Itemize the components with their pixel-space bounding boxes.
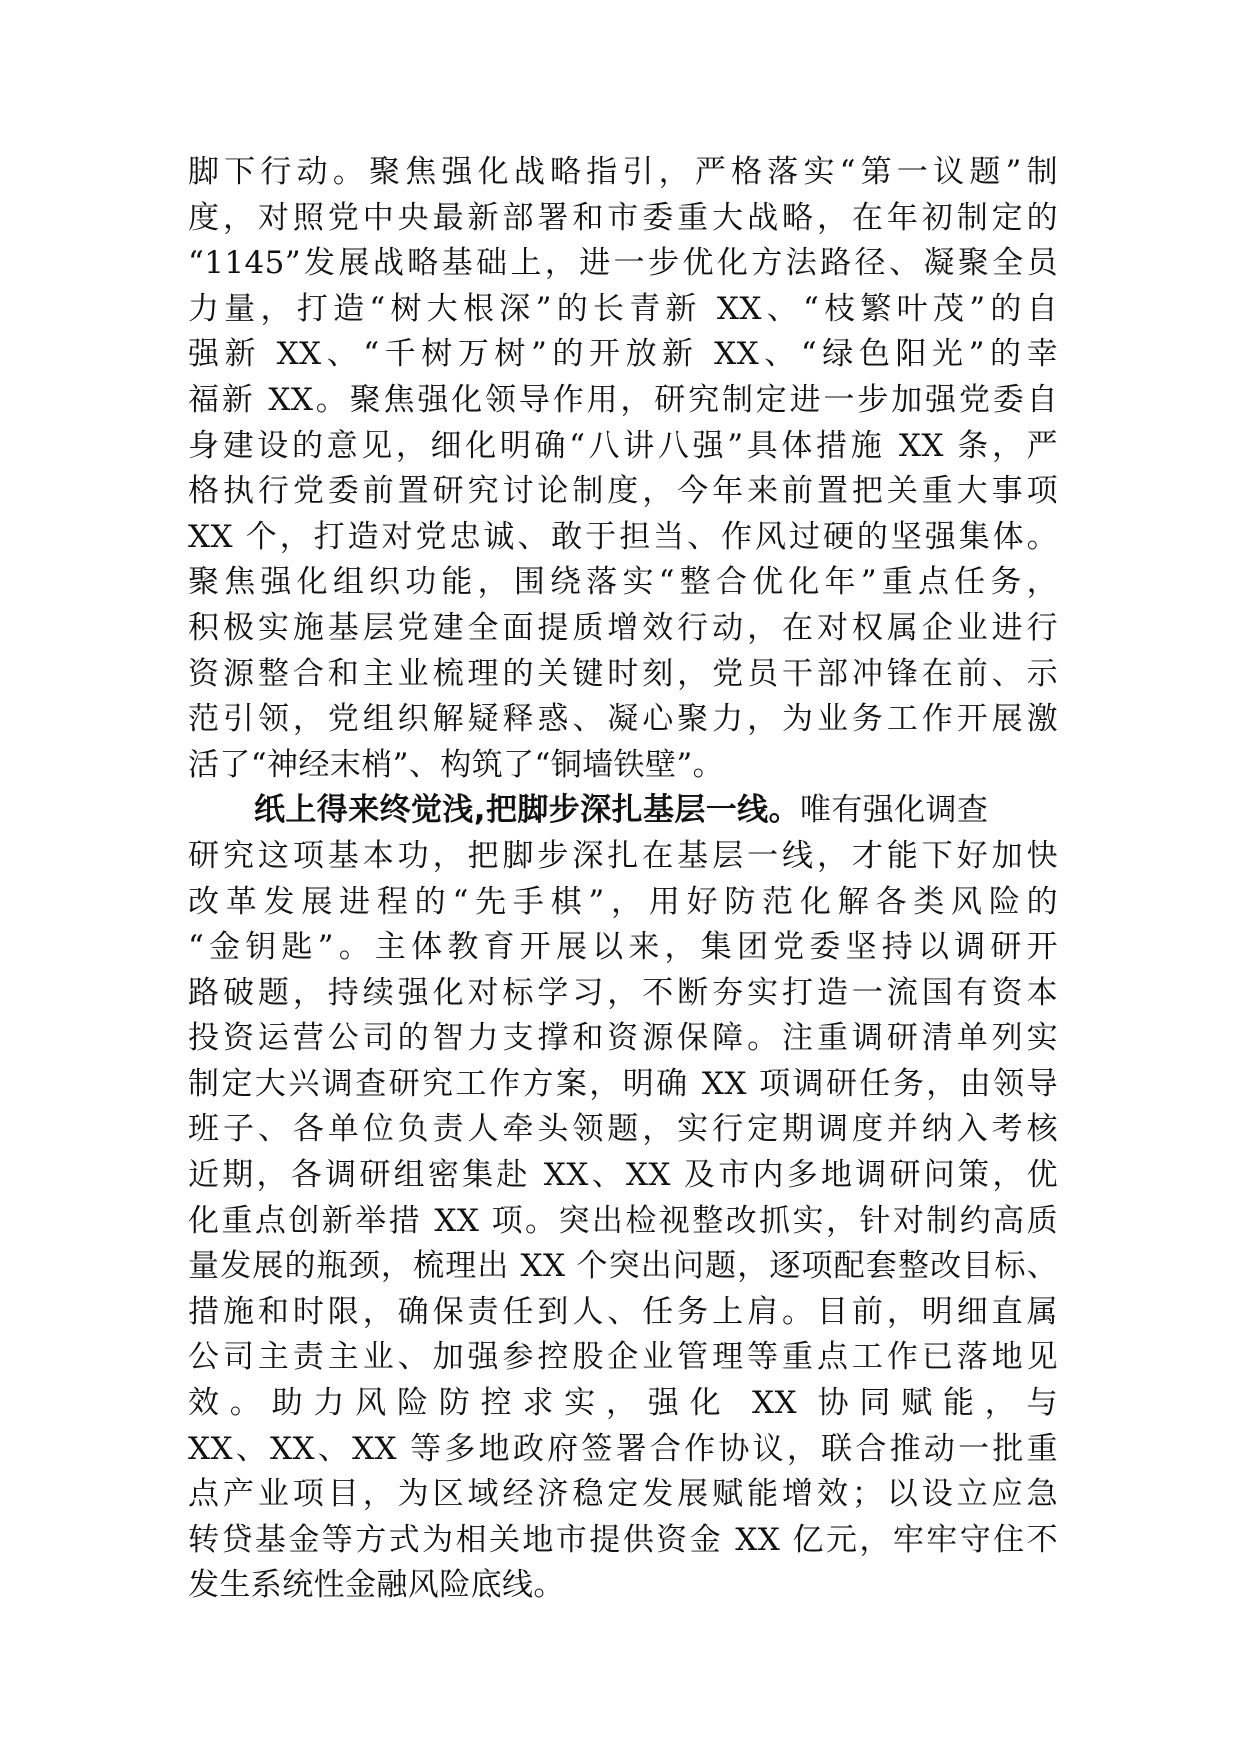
paragraph-1: [188, 150, 1058, 788]
text-line: 化重点创新举措 XX 项。突出检视整改抓实，针对制约高质: [188, 1202, 1058, 1239]
text-line: 强新 XX、“千树万树”的开放新 XX、“绿色阳光”的幸: [188, 336, 1058, 373]
text-line: 公司主责主业、加强参控股企业管理等重点工作已落地见: [188, 1339, 1058, 1376]
text-line: 改革发展进程的“先手棋”，用好防范化解各类风险的: [188, 883, 1058, 920]
text-line: 积极实施基层党建全面提质增效行动，在对权属企业进行: [188, 609, 1058, 646]
text-line: 身建设的意见，细化明确“八讲八强”具体措施 XX 条，严: [188, 427, 1058, 464]
text-line: 措施和时限，确保责任到人、任务上肩。目前，明细直属: [188, 1293, 1058, 1330]
text-line: 研究这项基本功，把脚步深扎在基层一线，才能下好加快: [188, 837, 1058, 874]
paragraph-2: [188, 788, 1058, 1609]
text-line: 转贷基金等方式为相关地市提供资金 XX 亿元，牢牢守住不: [188, 1521, 1058, 1558]
text-line: 脚下行动。聚焦强化战略指引，严格落实“第一议题”制: [188, 154, 1058, 190]
text-line: 福新 XX。聚焦强化领导作用，研究制定进一步加强党委自: [188, 381, 1058, 418]
text-fragment: 唯有强化调查: [799, 792, 989, 829]
text-line: XX、XX、XX 等多地政府签署合作协议，联合推动一批重: [188, 1430, 1058, 1467]
text-line: XX 个，打造对党忠诚、敢于担当、作风过硬的坚强集体。: [188, 518, 1058, 555]
text-line: 力量，打造“树大根深”的长青新 XX、“枝繁叶茂”的自: [188, 290, 1058, 327]
text-line: 聚焦强化组织功能，围绕落实“整合优化年”重点任务，: [188, 564, 1058, 601]
text-line: 资源整合和主业梳理的关键时刻，党员干部冲锋在前、示: [188, 655, 1058, 692]
text-line: 近期，各调研组密集赴 XX、XX 及市内多地调研问策，优: [188, 1157, 1058, 1194]
text-line: 路破题，持续强化对标学习，不断夯实打造一流国有资本: [188, 974, 1058, 1011]
text-line: 效。助力风险防控求实，强化 XX 协同赋能，与: [188, 1385, 1058, 1422]
paragraph-2-first-line: [188, 788, 1058, 834]
text-line: 点产业项目，为区域经济稳定发展赋能增效；以设立应急: [188, 1476, 1058, 1513]
text-line: 班子、各单位负责人牵头领题，实行定期调度并纳入考核: [188, 1111, 1058, 1148]
paragraph-lead-heading: 纸上得来终觉浅,把脚步深扎基层一线。: [254, 792, 800, 829]
text-line: 投资运营公司的智力支撑和资源保障。注重调研清单列实: [188, 1020, 1058, 1057]
document-body: [188, 150, 1058, 1609]
text-line: 制定大兴调查研究工作方案，明确 XX 项调研任务，由领导: [188, 1065, 1058, 1102]
text-line: 量发展的瓶颈，梳理出 XX 个突出问题，逐项配套整改目标、: [188, 1248, 1058, 1285]
text-line: 范引领，党组织解疑释惑、凝心聚力，为业务工作开展激: [188, 701, 1058, 738]
text-line: “金钥匙”。主体教育开展以来，集团党委坚持以调研开: [188, 929, 1058, 966]
text-line-last: 发生系统性金融风险底线。: [188, 1567, 565, 1604]
text-line: 度，对照党中央最新部署和市委重大战略，在年初制定的: [188, 199, 1058, 236]
text-line-last: 活了“神经末梢”、构筑了“铜墙铁壁”。: [188, 746, 724, 783]
text-line: 格执行党委前置研究讨论制度，今年来前置把关重大事项: [188, 473, 1058, 510]
text-line: “1145”发展战略基础上，进一步优化方法路径、凝聚全员: [188, 245, 1058, 282]
